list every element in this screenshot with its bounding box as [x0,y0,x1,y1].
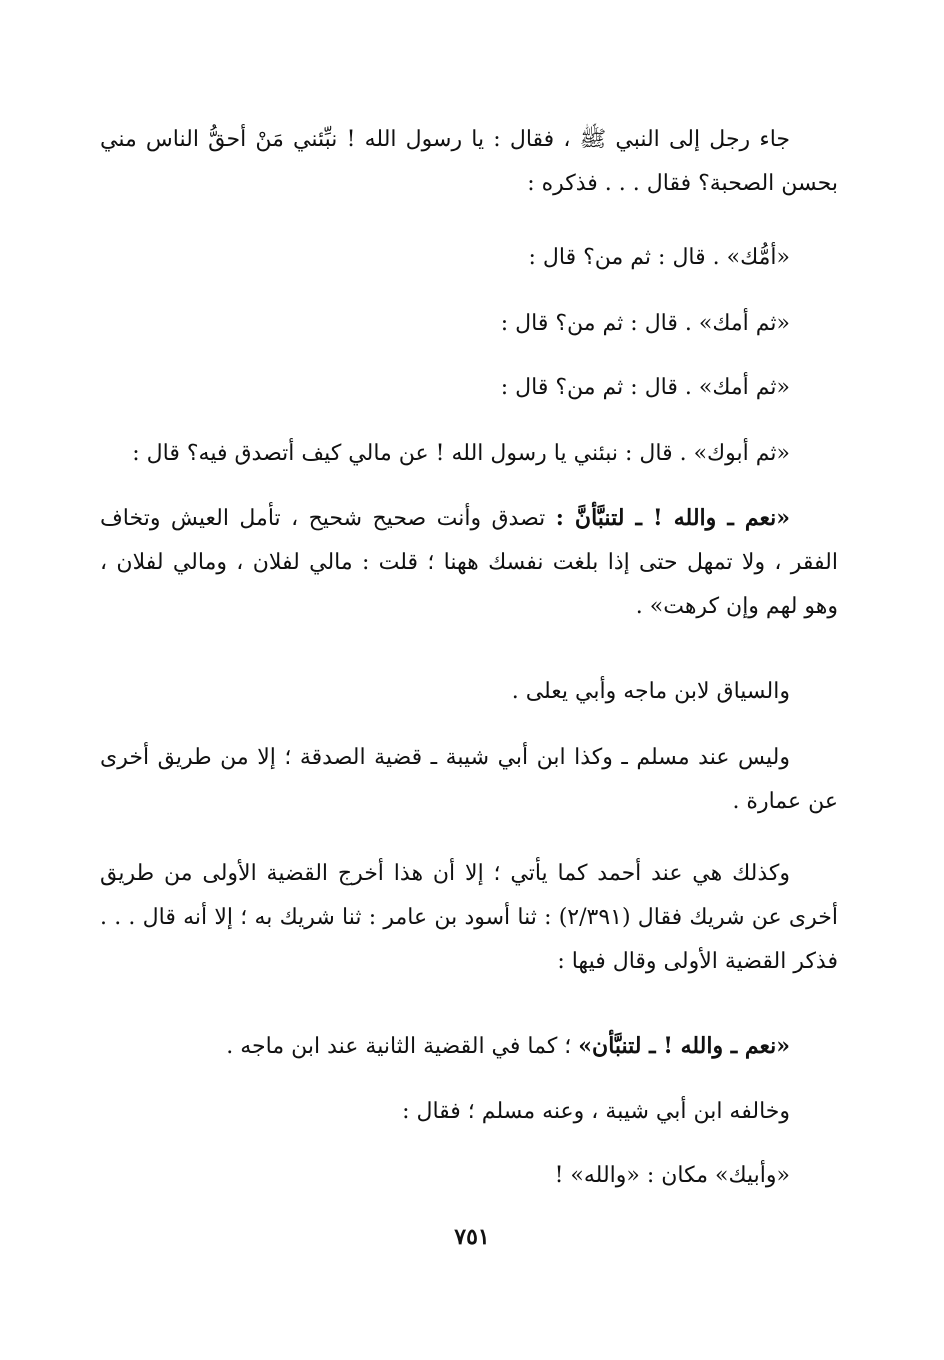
paragraph-7-text: والسياق لابن ماجه وأبي يعلى . [511,679,790,704]
paragraph-4-text: «ثم أمك» . قال : ثم من؟ قال : [500,375,790,400]
paragraph-4 [100,366,838,410]
paragraph-12-text: «وأبيك» مكان : «والله» ! [554,1163,790,1188]
paragraph-10 [100,1024,838,1069]
paragraph-11 [100,1090,838,1134]
paragraph-3 [100,302,838,346]
paragraph-3-text: «ثم أمك» . قال : ثم من؟ قال : [500,311,790,336]
paragraph-9 [100,852,838,984]
paragraph-5-text: «ثم أبوك» . قال : نبئني يا رسول الله ! عن مالي كيف أتصدق فيه؟ قال : [132,441,790,466]
paragraph-2 [100,236,838,280]
paragraph-10-bold-text: «نعم ـ والله ! ـ لتنبَّأن» [578,1033,790,1059]
paragraph-7 [100,670,838,714]
paragraph-1-text: جاء رجل إلى النبي ﷺ ، فقال : يا رسول الله ! نبِّئني مَنْ أحقُّ الناس مني بحسن الصحبة؟ فقال . . . فذكره : [100,127,838,196]
paragraph-9-text: وكذلك هي عند أحمد كما يأتي ؛ إلا أن هذا أخرج القضية الأولى من طريق أخرى عن شريك فقال (٢/٣٩١) : ثنا أسود بن عامر : ثنا شريك به ؛ إلا أنه قال . . . فذكر القضية الأولى وقال فيها : [100,861,838,974]
paragraph-8-text: وليس عند مسلم ـ وكذا ابن أبي شيبة ـ قضية الصدقة ؛ إلا من طريق أخرى عن عمارة . [100,745,838,814]
paragraph-11-text: وخالفه ابن أبي شيبة ، وعنه مسلم ؛ فقال : [402,1099,790,1124]
paragraph-1 [100,118,838,206]
paragraph-8 [100,736,838,824]
paragraph-5 [100,432,838,476]
paragraph-6 [100,496,838,629]
paragraph-2-text: «أمُّك» . قال : ثم من؟ قال : [528,245,790,270]
paragraph-10-text: ؛ كما في القضية الثانية عند ابن ماجه . [226,1034,579,1059]
paragraph-6-text: تصدق وأنت صحيح شحيح ، تأمل العيش وتخاف الفقر ، ولا تمهل حتى إذا بلغت نفسك ههنا ؛ قلت : مالي لفلان ، ومالي لفلان ، وهو لهم وإن كرهت» . [100,506,838,619]
paragraph-6-bold-text: «نعم ـ والله ! ـ لتنبَّأنَّ : [555,505,791,531]
paragraph-12 [100,1154,838,1198]
page-number: ٧٥١ [454,1224,490,1250]
